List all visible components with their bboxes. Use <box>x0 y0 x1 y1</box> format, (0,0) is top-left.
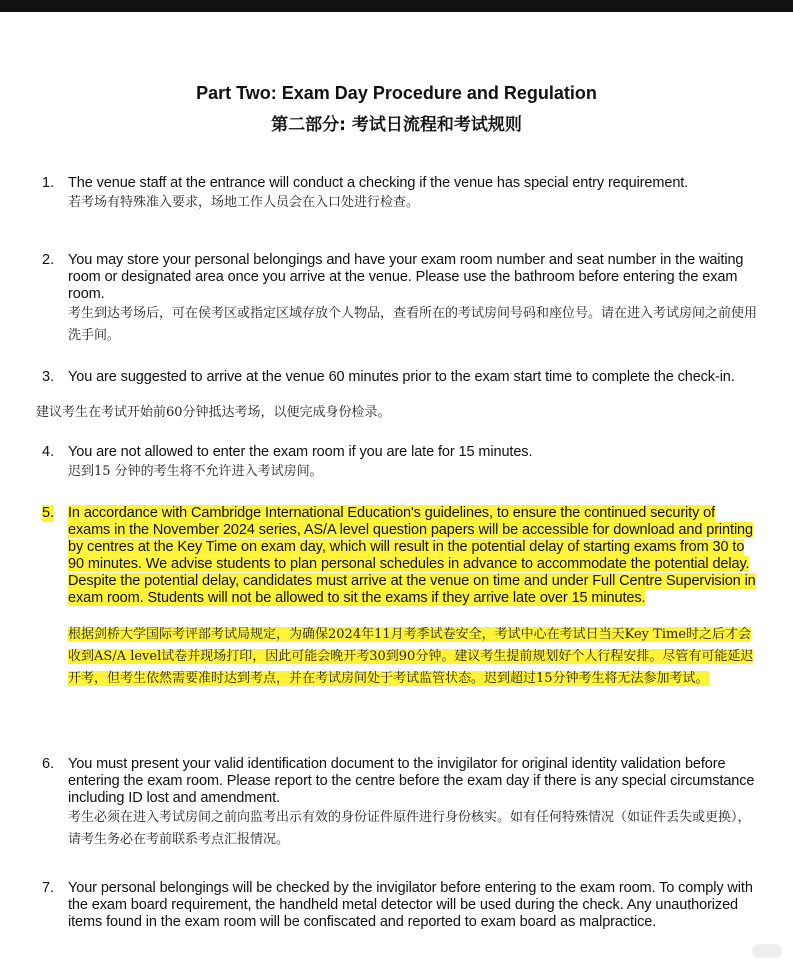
item-text-english: In accordance with Cambridge International Education's guidelines, to ensure the continued security of exams in the November 2024 series, AS/A level question papers will be accessible for download and printing by centres at the Key Time on exam day, which will result in the potential delay of starting exams from 30 to 90 minutes. We advise students to plan personal schedules in advance to accommodate the potential delay. Despite the potential delay, candidates must arrive at the venue on time and under Full Centre Supervision in exam room. Students will not be allowed to sit the exams if they arrive late over 15 minutes. <box>68 505 756 606</box>
item-text-chinese: 若考场有特殊准入要求，场地工作人员会在入口处进行检查。 <box>68 195 420 210</box>
item-number: 6. <box>42 756 55 772</box>
title-english: Part Two: Exam Day Procedure and Regulation <box>196 83 597 103</box>
item-text-chinese: 考生到达考场后，可在侯考区或指定区域存放个人物品，查看所在的考试房间号码和座位号。请在进入考试房间之前使用洗手间。 <box>68 306 758 343</box>
item-text-english: Your personal belongings will be checked by the invigilator before entering to the exam room. To comply with the exam board requirement, the handheld metal detector will be used during the check. Any unauthorized items found in the exam room will be confiscated and reported to exam board as malpractice. <box>68 880 753 930</box>
item-text-chinese: 迟到15 分钟的考生将不允许进入考试房间。 <box>68 464 323 479</box>
item-number: 2. <box>42 252 55 268</box>
item-number: 4. <box>42 444 55 460</box>
list-item-3 <box>42 369 758 386</box>
list-item-2 <box>42 252 758 347</box>
list-item-5-highlighted <box>42 505 758 690</box>
list-item-7 <box>42 880 758 931</box>
top-border-bar <box>0 0 793 12</box>
item-number: 5. <box>42 505 55 521</box>
item-text-chinese: 根据剑桥大学国际考评部考试局规定，为确保2024年11月考季试卷安全，考试中心在考试日当天Key Time时之后才会收到AS/A level试卷并现场打印，因此可能会晚开考30到90分钟。建议考生提前规划好个人行程安排。尽管有可能延迟开考，但考生依然需要准时达到考点，并在考试房间处于考试监管状态。迟到超过15分钟考生将无法参加考试。 <box>68 627 754 686</box>
item-number: 1. <box>42 175 55 191</box>
title-chinese: 第二部分: 考试日流程和考试规则 <box>271 115 522 135</box>
item-text-english: You must present your valid identification document to the invigilator for original identity validation before entering the exam room. Please report to the centre before the exam day if there is any special circumstance including ID lost and amendment. <box>68 756 755 806</box>
item-text-english: You are not allowed to enter the exam room if you are late for 15 minutes. <box>68 444 533 460</box>
item-text-english: You may store your personal belongings and have your exam room number and seat number in the waiting room or designated area once you arrive at the venue. Please use the bathroom before entering the exam room. <box>68 252 744 302</box>
item-3-text-chinese: 建议考生在考试开始前60分钟抵达考场，以便完成身份检录。 <box>36 405 391 420</box>
list-item-1 <box>42 175 758 214</box>
list-item-6 <box>42 756 758 851</box>
item-text-chinese: 考生必须在进入考试房间之前向监考出示有效的身份证件原件进行身份核实。如有任何特殊情况（如证件丢失或更换），请考生务必在考前联系考点汇报情况。 <box>68 810 751 847</box>
item-text-english: The venue staff at the entrance will conduct a checking if the venue has special entry requirement. <box>68 175 689 191</box>
item-number: 7. <box>42 880 55 896</box>
item-text-english: You are suggested to arrive at the venue 60 minutes prior to the exam start time to complete the check-in. <box>68 369 735 385</box>
item-number: 3. <box>42 369 55 385</box>
corner-scan-artifact <box>752 944 782 958</box>
list-item-4 <box>42 444 758 483</box>
